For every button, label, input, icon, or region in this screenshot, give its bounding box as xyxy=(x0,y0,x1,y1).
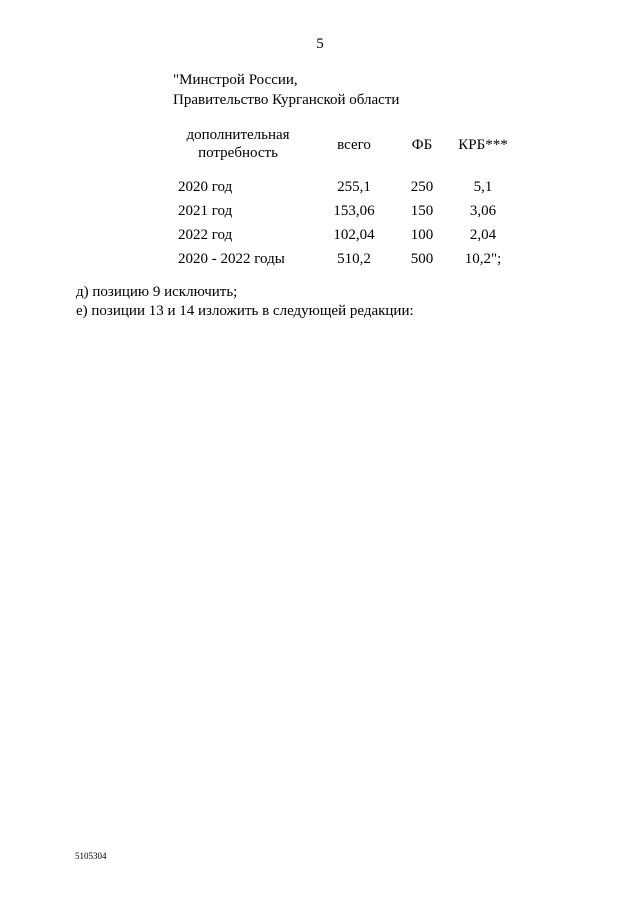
row-krb: 10,2"; xyxy=(464,251,502,267)
table-header-fb: ФБ xyxy=(411,137,433,153)
row-total: 255,1 xyxy=(337,179,371,195)
row-total: 510,2 xyxy=(337,251,371,267)
row-label: 2022 год xyxy=(178,227,233,243)
quote-heading-line1: "Минстрой России, xyxy=(173,72,298,88)
row-krb: 5,1 xyxy=(473,179,493,195)
table-header-label xyxy=(168,126,308,162)
row-krb: 2,04 xyxy=(469,227,497,243)
paragraph-item-d: д) позицию 9 исключить; xyxy=(76,284,238,300)
row-total: 102,04 xyxy=(333,227,375,243)
header-label-line2: потребность xyxy=(198,145,278,161)
row-fb: 500 xyxy=(410,251,434,267)
table-row xyxy=(0,201,640,221)
row-total: 153,06 xyxy=(333,203,375,219)
row-krb: 3,06 xyxy=(469,203,497,219)
row-label: 2020 - 2022 годы xyxy=(178,251,285,267)
page-number: 5 xyxy=(316,36,324,52)
table-row xyxy=(0,177,640,197)
row-fb: 150 xyxy=(410,203,434,219)
header-label-line1: дополнительная xyxy=(186,127,290,143)
table-row xyxy=(0,249,640,269)
document-code: 5105304 xyxy=(75,851,107,861)
table-header-krb: КРБ*** xyxy=(458,137,508,153)
table-header-total: всего xyxy=(337,137,371,153)
paragraph-item-e: е) позиции 13 и 14 изложить в следующей редакции: xyxy=(76,303,414,319)
row-label: 2021 год xyxy=(178,203,233,219)
row-fb: 100 xyxy=(410,227,434,243)
quote-heading-line2: Правительство Курганской области xyxy=(173,92,400,108)
row-fb: 250 xyxy=(410,179,434,195)
row-label: 2020 год xyxy=(178,179,233,195)
quote-heading xyxy=(173,70,399,110)
table-row xyxy=(0,225,640,245)
